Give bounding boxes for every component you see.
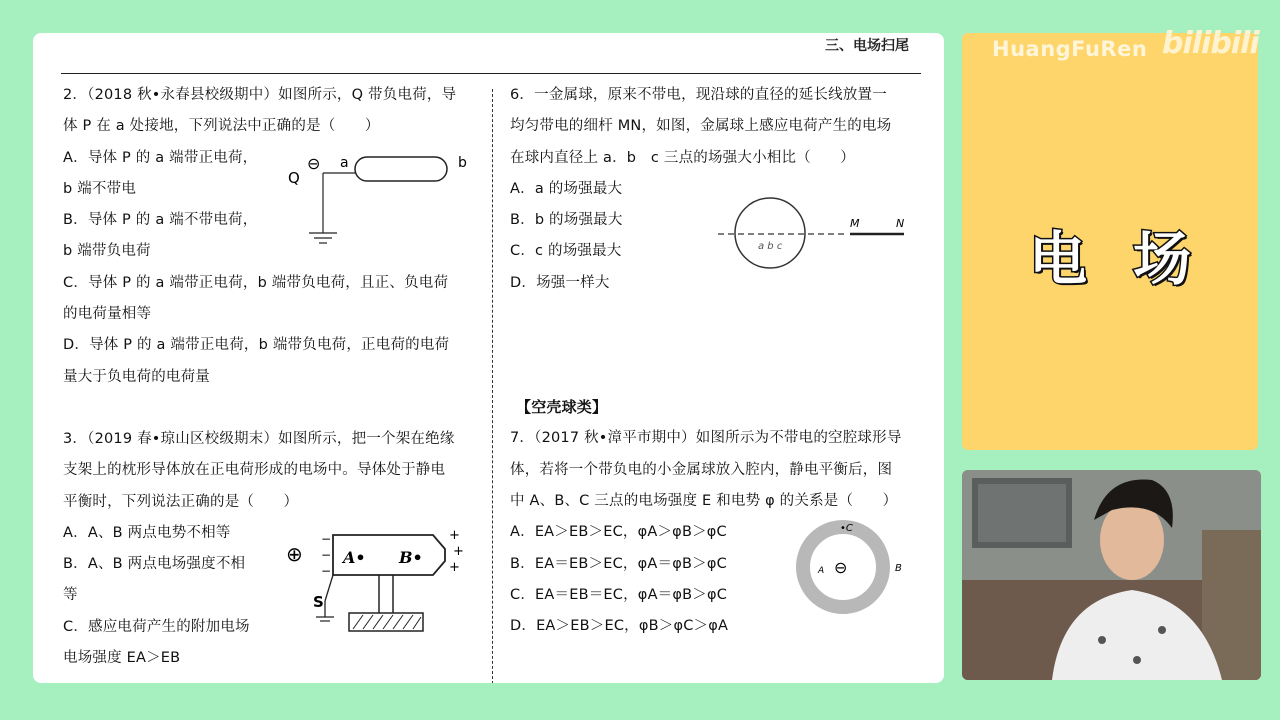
- option-line: A．EA＞EB＞EC，φA＞φB＞φC: [510, 524, 727, 541]
- question-line: 在球内直径上 a．b c 三点的场强大小相比（ ）: [510, 149, 855, 166]
- question-line: 体 P 在 a 处接地，下列说法中正确的是（ ）: [63, 118, 380, 135]
- fig1-b-label: b: [458, 155, 467, 171]
- svg-text:+: +: [449, 528, 460, 543]
- fig2-abc-label: a b c: [758, 241, 783, 252]
- site-logo: bilibili: [1162, 26, 1259, 61]
- figure-hollow-sphere: [788, 517, 918, 617]
- figure-pillow-conductor: [283, 523, 473, 643]
- option-line: b 端不带电: [63, 180, 137, 197]
- section-header: 三、电场扫尾: [825, 38, 909, 54]
- fig3-a-label: A•: [343, 548, 366, 567]
- spacer: [510, 361, 930, 392]
- svg-text:−: −: [321, 548, 332, 562]
- section-title: 【空壳球类】: [516, 398, 608, 417]
- option-line: C．EA＝EB＝EC，φA＝φB＞φC: [510, 586, 728, 603]
- spacer: [510, 299, 930, 361]
- svg-text:−: −: [321, 532, 332, 546]
- fig1-conductor: [355, 157, 447, 181]
- option-line: D．EA＞EB＞EC，φB＞φC＞φA: [510, 618, 729, 635]
- fig4-c-label: •C: [840, 523, 853, 534]
- topic-title: 电场: [1028, 225, 1237, 293]
- question-line: 均匀带电的细杆 MN，如图，金属球上感应电荷产生的电场: [510, 118, 892, 135]
- fig2-sphere: [735, 198, 805, 268]
- svg-text:−: −: [321, 564, 332, 578]
- option-line: A．a 的场强最大: [510, 180, 623, 197]
- webcam-overlay: [962, 470, 1261, 680]
- channel-watermark: HuangFuRen: [992, 37, 1148, 61]
- header-rule: [61, 73, 921, 74]
- fig2-n-label: N: [896, 217, 905, 230]
- fig4-minus-label: ⊖: [834, 558, 848, 577]
- option-line: B．b 的场强最大: [510, 212, 623, 229]
- fig4-a-label: A: [818, 566, 825, 576]
- option-line: b 端带负电荷: [63, 243, 151, 260]
- option-line: 电场强度 EA＞EB: [63, 650, 181, 667]
- option-line: 量大于负电荷的电荷量: [63, 368, 210, 385]
- option-line: B．EA＝EB＞EC，φA＝φB＞φC: [510, 555, 727, 572]
- svg-text:+: +: [453, 544, 464, 559]
- fig3-plus-label: ⊕: [286, 542, 303, 566]
- figure-conductor-grounded: [283, 145, 483, 255]
- option-line: C．导体 P 的 a 端带正电荷，b 端带负电荷，且正、负电荷: [63, 274, 449, 291]
- fig1-minus-label: ⊖: [307, 154, 321, 173]
- option-line: B．A、B 两点电场强度不相: [63, 556, 246, 573]
- fig1-a-label: a: [340, 155, 349, 171]
- option-line: C．感应电荷产生的附加电场: [63, 618, 250, 635]
- question-line: 体，若将一个带负电的小金属球放入腔内，静电平衡后，图: [510, 461, 893, 478]
- fig2-m-label: M: [850, 217, 860, 230]
- fig3-s-label: S: [313, 593, 324, 611]
- question-line: 7．（2017 秋•漳平市期中）如图所示为不带电的空腔球形导: [510, 430, 902, 447]
- fig4-b-label: B: [895, 563, 902, 574]
- document-page: [33, 33, 944, 683]
- question-line: 2．（2018 秋•永春县校级期中）如图所示，Q 带负电荷，导: [63, 87, 457, 103]
- option-line: C．c 的场强最大: [510, 243, 622, 260]
- fig3-b-label: B•: [399, 548, 423, 567]
- column-divider: [492, 89, 493, 683]
- svg-text:+: +: [449, 560, 460, 575]
- spacer: [63, 393, 483, 424]
- option-line: 等: [63, 587, 78, 604]
- question-line: 3．（2019 春•琼山区校级期末）如图所示，把一个架在绝缘: [63, 430, 455, 447]
- webcam-feed: [962, 470, 1261, 680]
- question-line: 支架上的枕形导体放在正电荷形成的电场中。导体处于静电: [63, 462, 446, 479]
- option-line: A．导体 P 的 a 端带正电荷，: [63, 149, 258, 166]
- figure-sphere-rod: [718, 193, 918, 275]
- question-line: 6．一金属球，原来不带电，现沿球的直径的延长线放置一: [510, 87, 887, 103]
- option-line: A．A、B 两点电势不相等: [63, 524, 231, 541]
- question-line: 平衡时，下列说法正确的是（ ）: [63, 493, 299, 510]
- question-line: 中 A、B、C 三点的电场强度 E 和电势 φ 的关系是（ ）: [510, 492, 898, 509]
- option-line: B．导体 P 的 a 端不带电荷，: [63, 212, 258, 229]
- option-line: 的电荷量相等: [63, 306, 152, 323]
- option-line: D．场强一样大: [510, 274, 610, 291]
- fig1-q-label: Q: [288, 169, 300, 187]
- option-line: D．导体 P 的 a 端带正电荷，b 端带负电荷，正电荷的电荷: [63, 337, 450, 354]
